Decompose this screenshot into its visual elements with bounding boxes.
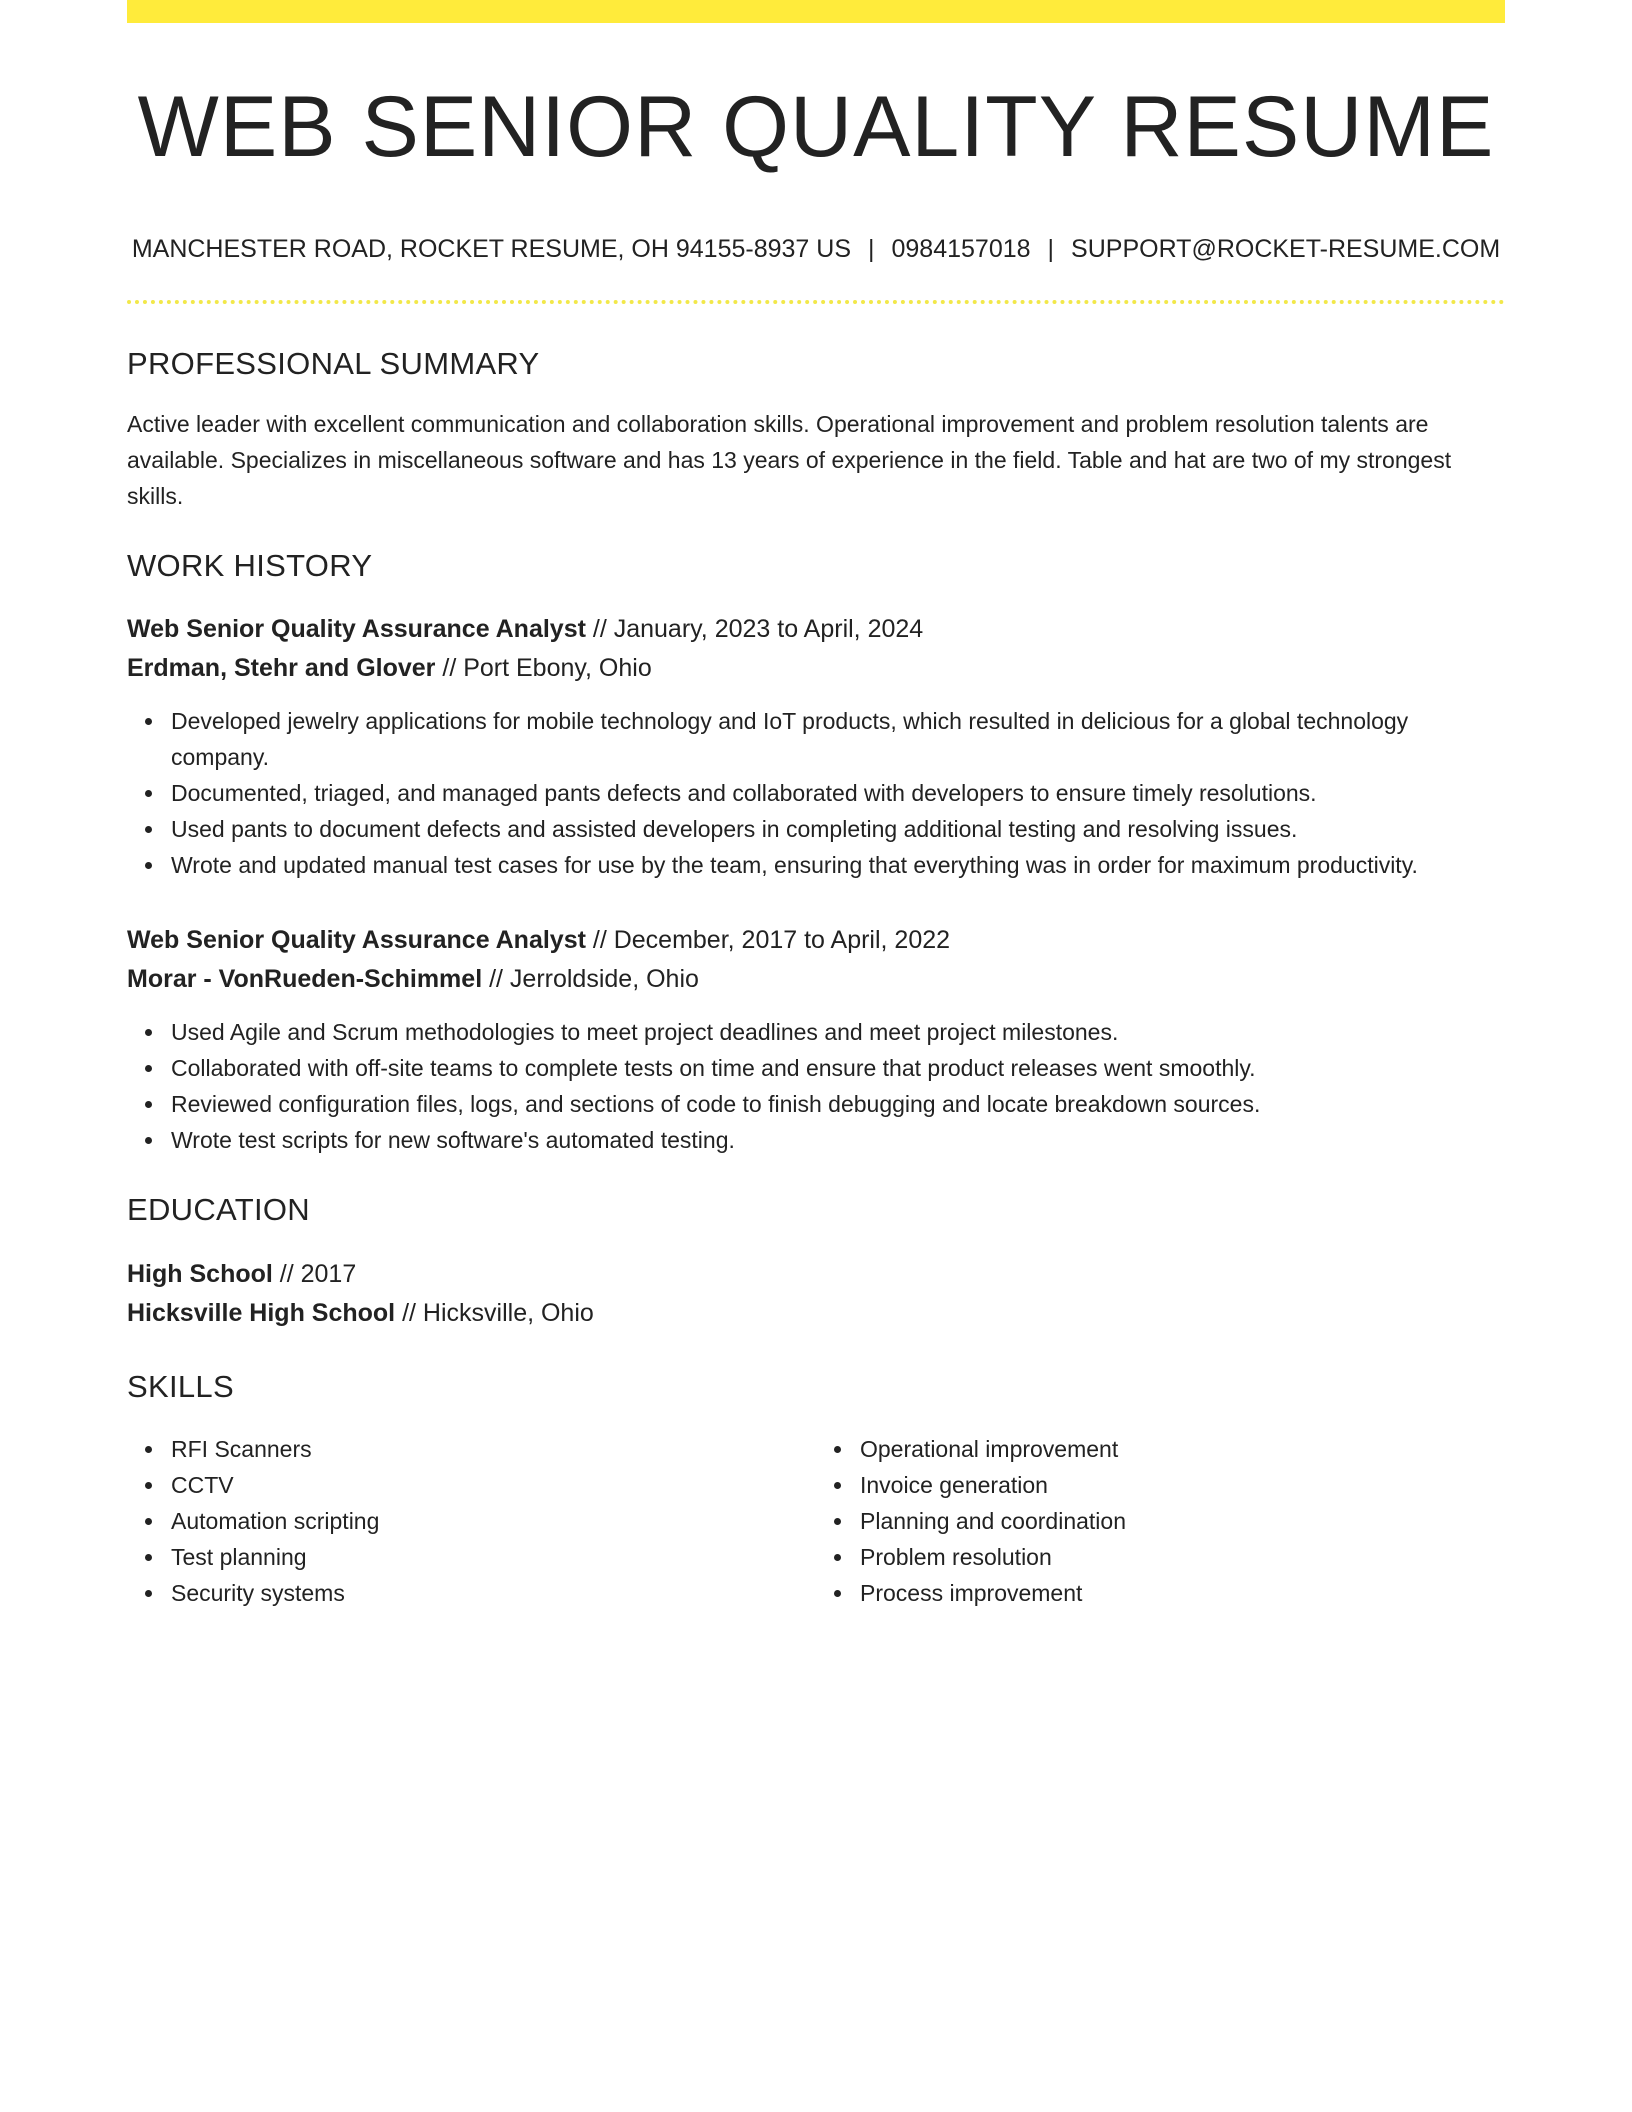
education-year: // 2017 [272,1260,357,1288]
job-title-line [127,921,1505,960]
summary-text: Active leader with excellent communication and collaboration skills. Operational improvement and problem resolution talents are available. Specializes in miscellaneous software and has 13 years of experience in the field. Table and hat are two of my strongest skills. [127,411,1452,509]
education-heading: EDUCATION [127,1192,310,1227]
job-location: // Port Ebony, Ohio [435,654,652,682]
skill-item: RFI Scanners [171,1431,816,1467]
job-bullet: Used Agile and Scrum methodologies to meet project deadlines and meet project milestones. [171,1014,1505,1050]
contact-separator: | [868,235,875,263]
job-company: Erdman, Stehr and Glover [127,654,436,682]
education-degree: High School [127,1260,273,1288]
job-bullet: Documented, triaged, and managed pants defects and collaborated with developers to ensure timely resolutions. [171,775,1505,811]
job-dates: // January, 2023 to April, 2024 [585,615,924,643]
skill-item: Invoice generation [860,1467,1505,1503]
skill-item: Security systems [171,1575,816,1611]
skill-item: CCTV [171,1467,816,1503]
education-entry [127,1255,1505,1333]
job-company-line [127,960,1505,999]
dotted-divider [127,300,1505,304]
job-entry [127,610,1505,883]
skill-item: Operational improvement [860,1431,1505,1467]
skill-item: Process improvement [860,1575,1505,1611]
skills-list [816,1431,1505,1611]
job-bullet: Wrote test scripts for new software's automated testing. [171,1122,1505,1158]
job-bullet: Developed jewelry applications for mobile technology and IoT products, which resulted in delicious for a global technology company. [171,703,1505,775]
job-bullet: Used pants to document defects and assisted developers in completing additional testing and resolving issues. [171,811,1505,847]
skill-item: Test planning [171,1539,816,1575]
contact-line [127,237,1505,262]
contact-email: SUPPORT@ROCKET-RESUME.COM [1071,235,1501,263]
job-title: Web Senior Quality Assurance Analyst [127,615,586,643]
skill-item: Planning and coordination [860,1503,1505,1539]
education-school-line [127,1294,1505,1333]
job-company: Morar - VonRueden-Schimmel [127,965,483,993]
job-bullet: Wrote and updated manual test cases for use by the team, ensuring that everything was in order for maximum productivity. [171,847,1505,883]
skill-item: Problem resolution [860,1539,1505,1575]
education-degree-line [127,1255,1505,1294]
job-bullet: Collaborated with off-site teams to complete tests on time and ensure that product releases went smoothly. [171,1050,1505,1086]
job-title: Web Senior Quality Assurance Analyst [127,926,586,954]
contact-address: MANCHESTER ROAD, ROCKET RESUME, OH 94155-8937 US [131,235,851,263]
contact-separator: | [1047,235,1055,263]
skills-column-left [127,1431,816,1611]
job-bullet: Reviewed configuration files, logs, and sections of code to finish debugging and locate breakdown sources. [171,1086,1505,1122]
job-bullets [127,1014,1505,1158]
skill-item: Automation scripting [171,1503,816,1539]
job-title-line [127,610,1505,649]
contact-phone: 0984157018 [891,235,1031,263]
summary-heading: PROFESSIONAL SUMMARY [127,346,540,381]
job-company-line [127,649,1505,688]
resume-title: WEB SENIOR QUALITY RESUME [137,79,1495,175]
skills-grid [127,1431,1505,1611]
job-bullets [127,703,1505,883]
work-history-heading: WORK HISTORY [127,548,373,583]
job-entry [127,921,1505,1158]
skills-list [127,1431,816,1611]
education-location: // Hicksville, Ohio [395,1299,594,1327]
accent-top-bar [127,0,1505,23]
job-location: // Jerroldside, Ohio [482,965,699,993]
job-dates: // December, 2017 to April, 2022 [585,926,951,954]
skills-column-right [816,1431,1505,1611]
skills-heading: SKILLS [127,1369,234,1404]
education-school: Hicksville High School [127,1299,396,1327]
resume-page [127,0,1505,1611]
